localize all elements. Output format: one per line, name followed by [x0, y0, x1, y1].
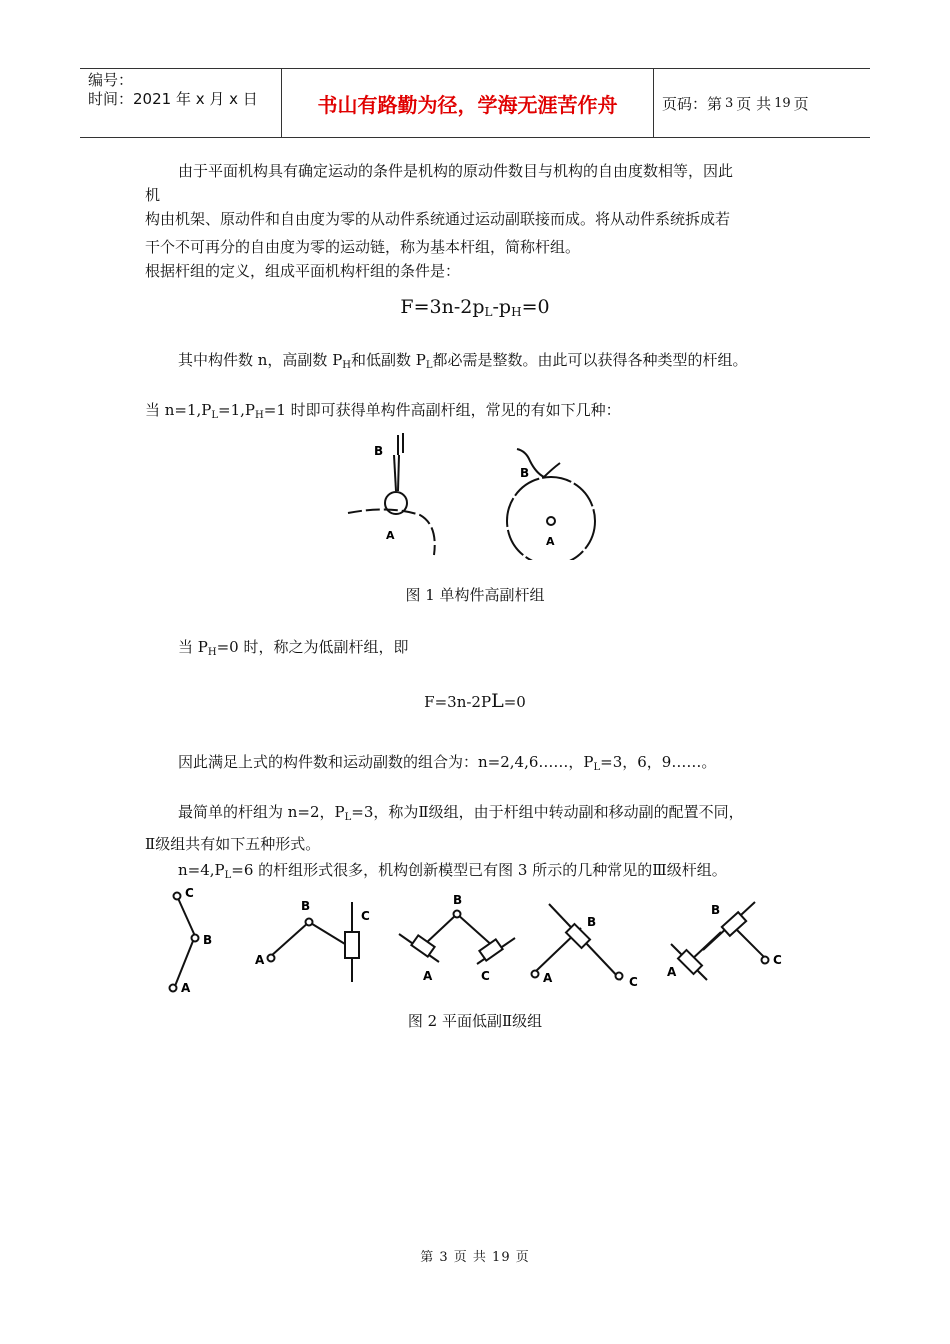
- dyad-rrr: [170, 893, 199, 992]
- paragraph-line: 当 $P_H=0$ 时，称之为低副杆组，即: [178, 638, 409, 658]
- label-C: C: [185, 886, 194, 900]
- label-C: C: [361, 909, 370, 923]
- paragraph-line: 根据杆组的定义，组成平面机构杆组的条件是：: [145, 262, 461, 280]
- figure-2-diagram: [155, 882, 795, 1002]
- paragraph-line: 构由机架、原动件和自由度为零的从动件系统通过运动副联接而成。将从动件系统拆成若: [145, 210, 731, 228]
- figure-1-caption: 图 1 单构件高副杆组: [405, 586, 545, 604]
- header-meta: [88, 71, 278, 109]
- formula-low-pair: F=3n-2PL=0: [424, 690, 526, 712]
- paragraph-line: Ⅱ级组共有如下五种形式。: [145, 835, 321, 853]
- label-A: A: [667, 965, 677, 979]
- paragraph-line: $n=4,P_L=6$ 的杆组形式很多，机构创新模型已有图 3 所示的几种常见的Ⅲ级杆组。: [178, 861, 727, 881]
- dyad-rrp: [268, 902, 360, 982]
- label-C: C: [773, 953, 782, 967]
- figure-2-caption: 图 2 平面低副Ⅱ级组: [407, 1012, 543, 1030]
- label-A: A: [255, 953, 265, 967]
- paragraph-line: 当 $n=1,P_L=1,P_H=1$ 时即可获得单构件高副杆组，常见的有如下几种：: [145, 401, 621, 421]
- label-A: A: [423, 969, 433, 983]
- paragraph-line: 因此满足上式的构件数和运动副数的组合为：n=2,4,6……，$P_L=3$，6，9……。: [178, 753, 717, 773]
- paragraph-line: 干个不可再分的自由度为零的运动链，称为基本杆组，简称杆组。: [145, 238, 581, 256]
- formula-dof-condition: $F=3n-2p_L-p_H=0$: [400, 296, 550, 319]
- paragraph-line: 最简单的杆组为 n=2，$P_L=3$，称为Ⅱ级组，由于杆组中转动副和移动副的配置不同，: [178, 803, 744, 823]
- page-prefix: 页码：第: [662, 94, 723, 113]
- label-A: A: [386, 529, 395, 542]
- page-suffix: 页: [793, 94, 809, 113]
- header-motto: 书山有路勤为径，学海无涯苦作舟: [317, 92, 618, 117]
- label-B: B: [587, 915, 597, 929]
- header-divider: [653, 69, 654, 137]
- label-B: B: [203, 933, 213, 947]
- date-label: 时间：2021 年 x 月 x 日: [88, 90, 258, 108]
- paragraph-line: 由于平面机构具有确定运动的条件是机构的原动件数目与机构的自由度数相等，因此: [178, 162, 734, 180]
- label-A: A: [181, 981, 191, 995]
- label-C: C: [629, 975, 638, 989]
- label-A: A: [543, 971, 553, 985]
- label-B: B: [374, 444, 384, 458]
- label-C: C: [481, 969, 490, 983]
- label-B: B: [711, 903, 721, 917]
- label-B: B: [453, 893, 463, 907]
- dyad-rpr: [532, 904, 623, 980]
- page-mid: 页 共: [736, 94, 772, 113]
- header-page-number: [662, 69, 809, 137]
- page-current: 3: [725, 95, 734, 111]
- serial-label: 编号：: [88, 71, 134, 89]
- page-total: 19: [774, 95, 791, 111]
- label-B: B: [520, 466, 530, 480]
- dyad-prp: [399, 911, 515, 965]
- paragraph-line: 其中构件数 n，高副数 $P_H$和低副数 $P_L$都必需是整数。由此可以获得各种类型的杆组。: [178, 351, 748, 371]
- label-B: B: [301, 899, 311, 913]
- label-A: A: [546, 535, 555, 548]
- paragraph-line: 机: [145, 186, 161, 204]
- figure-1-diagram: [330, 425, 620, 560]
- page-footer: 第 3 页 共 19 页: [420, 1250, 530, 1265]
- page-header: [80, 68, 870, 138]
